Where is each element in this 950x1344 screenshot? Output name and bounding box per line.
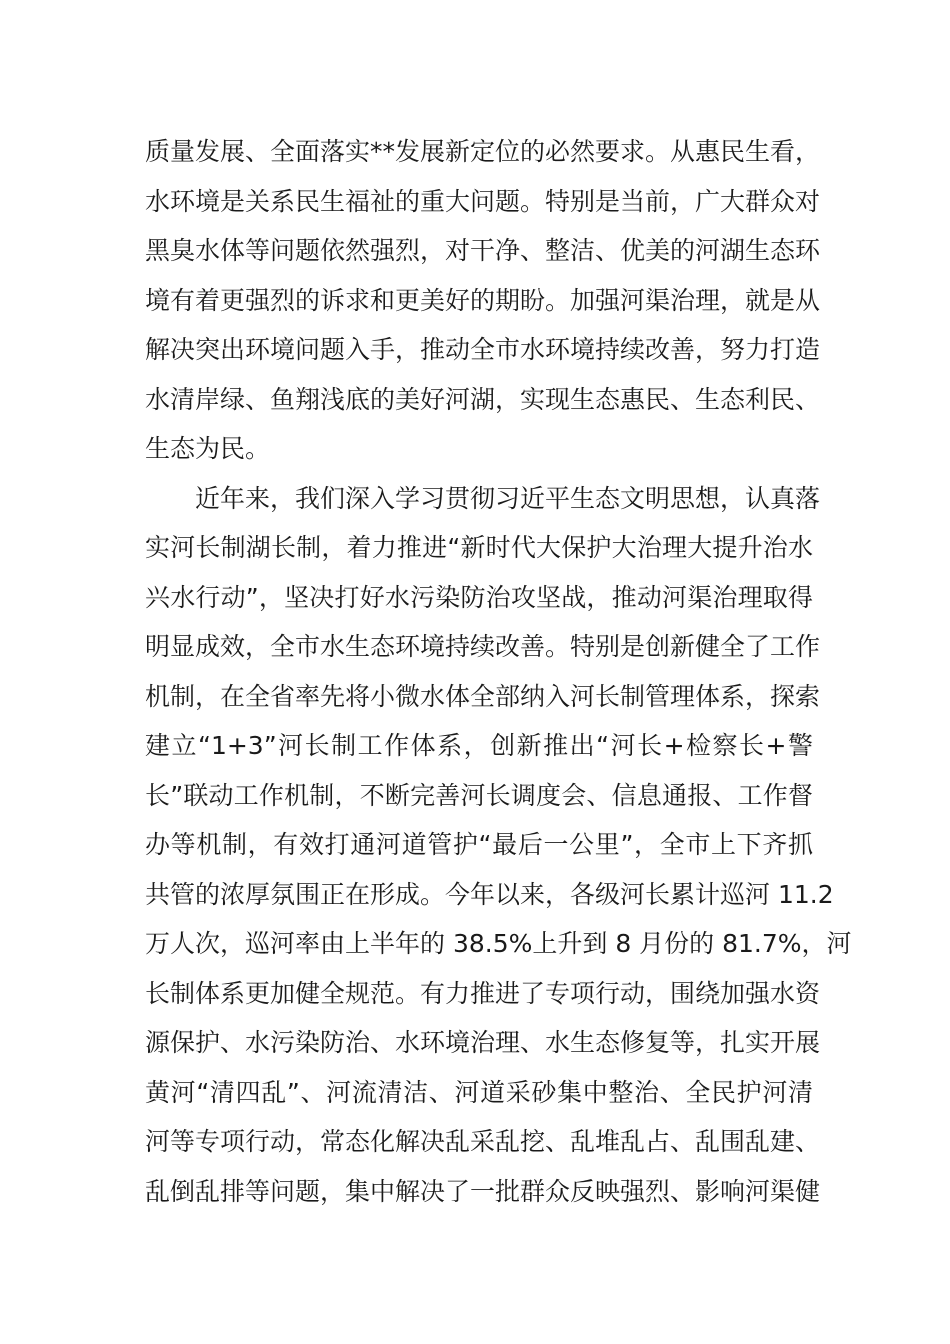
text-line: 境有着更强烈的诉求和更美好的期盼。加强河渠治理，就是从	[145, 285, 821, 315]
text-line: 黄河“清四乱”、河流清洁、河道采砂集中整治、全民护河清	[145, 1077, 813, 1107]
text-line: 水环境是关系民生福祉的重大问题。特别是当前，广大群众对	[145, 186, 821, 216]
text-line: 黑臭水体等问题依然强烈，对干净、整洁、优美的河湖生态环	[145, 236, 821, 265]
text-line: 长制体系更加健全规范。有力推进了专项行动，围绕加强水资	[145, 978, 821, 1008]
text-line: 兴水行动”，坚决打好水污染防治攻坚战，推动河渠治理取得	[145, 582, 813, 612]
text-line: 建立“1+3”河长制工作体系，创新推出“河长+检察长+警	[145, 731, 813, 760]
text-line: 水清岸绿、鱼翔浅底的美好河湖，实现生态惠民、生态利民、	[145, 384, 821, 414]
text-line: 明显成效，全市水生态环境持续改善。特别是创新健全了工作	[145, 632, 821, 661]
text-line: 机制，在全省率先将小微水体全部纳入河长制管理体系，探索	[145, 681, 821, 711]
text-line: 共管的浓厚氛围正在形成。今年以来，各级河长累计巡河 11.2	[145, 879, 834, 909]
text-line: 长”联动工作机制，不断完善河长调度会、信息通报、工作督	[145, 780, 813, 810]
text-line: 生态为民。	[145, 434, 271, 463]
text-line: 乱倒乱排等问题，集中解决了一批群众反映强烈、影响河渠健	[145, 1176, 821, 1206]
body-text	[145, 127, 852, 1216]
text-line: 解决突出环境问题入手，推动全市水环境持续改善，努力打造	[145, 335, 821, 364]
text-line: 源保护、水污染防治、水环境治理、水生态修复等，扎实开展	[145, 1028, 821, 1057]
text-line: 办等机制，有效打通河道管护“最后一公里”，全市上下齐抓	[145, 830, 813, 859]
text-line: 实河长制湖长制，着力推进“新时代大保护大治理大提升治水	[145, 533, 813, 562]
text-line: 万人次，巡河率由上半年的 38.5%上升到 8 月份的 81.7%，河	[145, 929, 852, 958]
paragraph-first-line: 近年来，我们深入学习贯彻习近平生态文明思想，认真落	[195, 483, 821, 513]
text-line: 质量发展、全面落实**发展新定位的必然要求。从惠民生看，	[145, 137, 821, 166]
text-line: 河等专项行动，常态化解决乱采乱挖、乱堆乱占、乱围乱建、	[145, 1127, 821, 1156]
